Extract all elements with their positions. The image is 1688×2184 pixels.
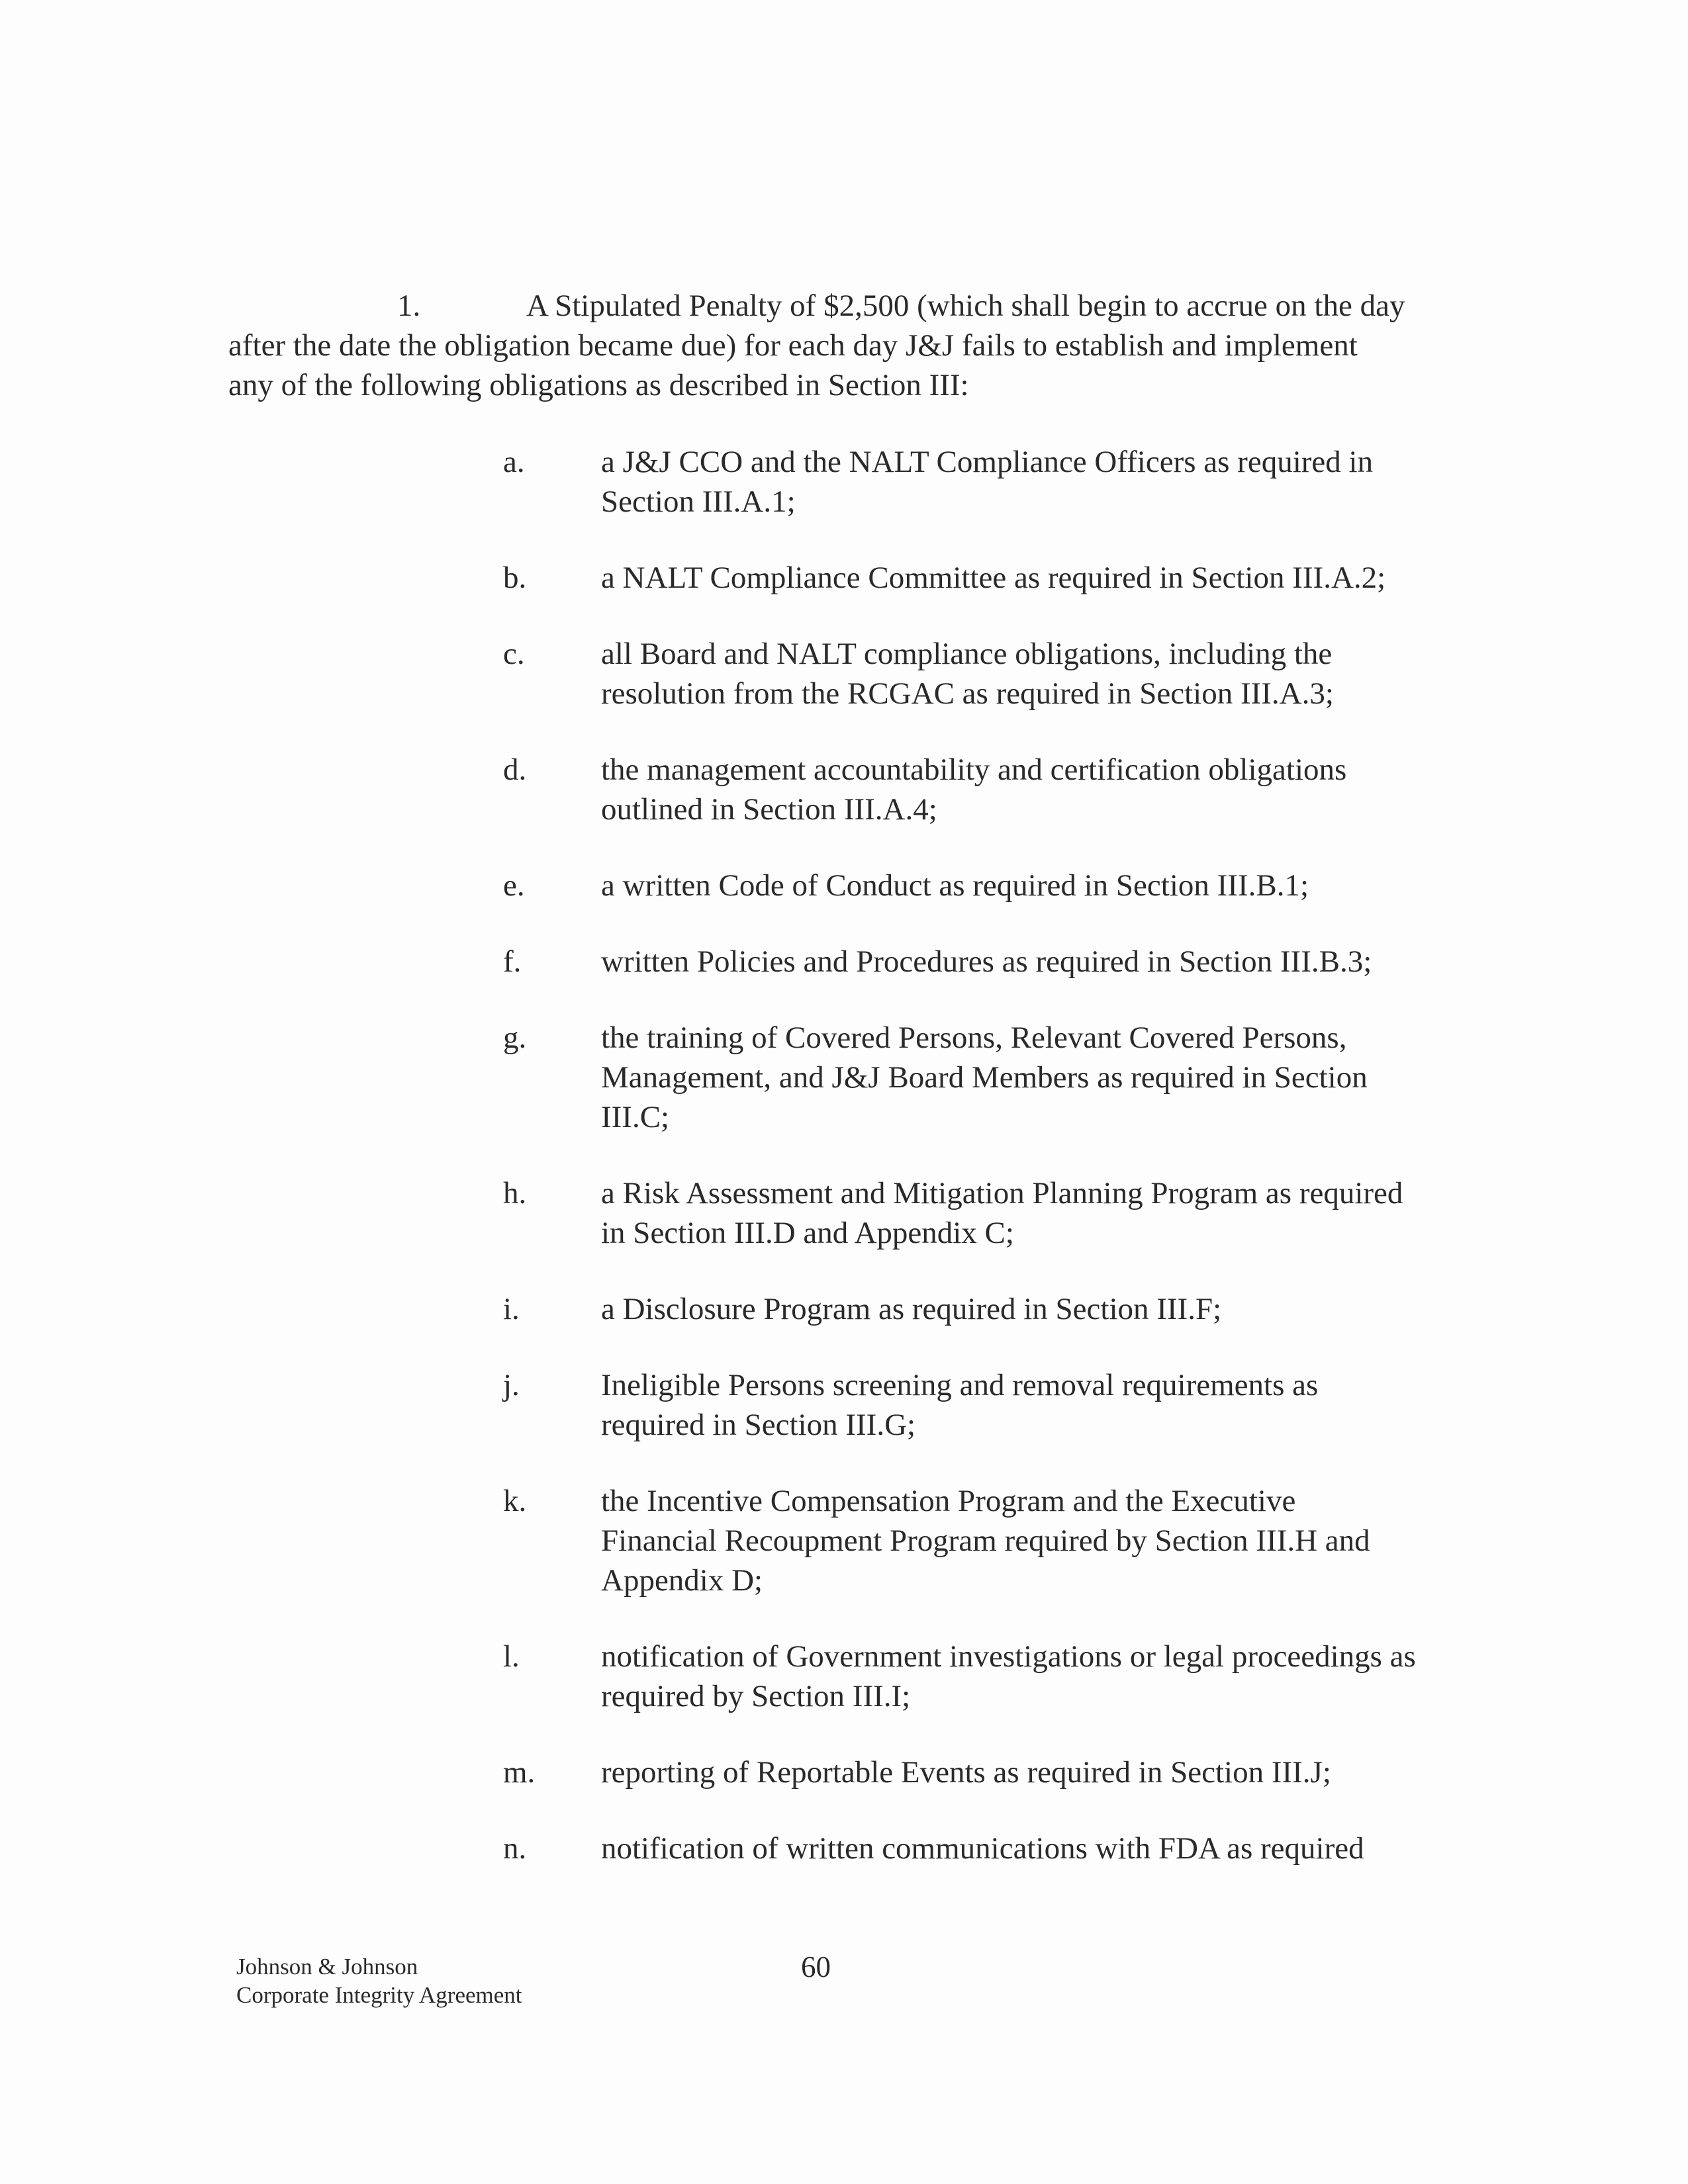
item-letter: j.: [503, 1368, 520, 1402]
item-text: notification of Government investigations or legal proceedings as required by Section III.I;: [601, 1639, 1416, 1713]
item-letter: c.: [503, 637, 525, 671]
paragraph-number: 1.: [397, 289, 421, 323]
item-text: a written Code of Conduct as required in Section III.B.1;: [601, 868, 1309, 903]
item-text: reporting of Reportable Events as required in Section III.J;: [601, 1755, 1331, 1790]
item-letter: f.: [503, 944, 522, 979]
item-text: a Risk Assessment and Mitigation Planning Program as required in Section III.D and Appendix C;: [601, 1176, 1403, 1250]
item-letter: k.: [503, 1484, 527, 1518]
footer-document-title: [236, 1952, 522, 2009]
item-text: the Incentive Compensation Program and the Executive Financial Recoupment Program required by Section III.H and Appendix D;: [601, 1484, 1370, 1598]
item-letter: d.: [503, 752, 527, 787]
obligations-list: [503, 442, 1443, 1905]
footer-agreement: Corporate Integrity Agreement: [236, 1982, 522, 2008]
item-text: written Policies and Procedures as required in Section III.B.3;: [601, 944, 1372, 979]
list-item: [503, 634, 1443, 713]
list-item: [503, 1018, 1443, 1137]
item-letter: m.: [503, 1755, 536, 1790]
list-item: [503, 1173, 1443, 1253]
list-item: [503, 1365, 1443, 1445]
item-text: all Board and NALT compliance obligations, including the resolution from the RCGAC as required in Section III.A.3;: [601, 637, 1334, 711]
item-text: notification of written communications with FDA as required: [601, 1831, 1364, 1866]
item-letter: h.: [503, 1176, 527, 1210]
item-letter: e.: [503, 868, 525, 903]
item-text: the management accountability and certification obligations outlined in Section III.A.4;: [601, 752, 1347, 827]
item-letter: i.: [503, 1292, 520, 1326]
item-letter: g.: [503, 1021, 527, 1055]
paragraph-text: A Stipulated Penalty of $2,500 (which shall begin to accrue on the day after the date the obligation became due) for each day J&J fails to establish and implement any of the following obligations as described in Section III:: [228, 289, 1405, 402]
list-item: [503, 1637, 1443, 1716]
item-text: a NALT Compliance Committee as required in Section III.A.2;: [601, 561, 1386, 595]
page-number: 60: [801, 1950, 831, 1983]
list-item: [503, 442, 1443, 522]
item-text: a Disclosure Program as required in Section III.F;: [601, 1292, 1222, 1326]
item-text: the training of Covered Persons, Relevant Covered Persons, Management, and J&J Board Members as required in Section III.C;: [601, 1021, 1368, 1134]
list-item: [503, 750, 1443, 829]
list-item: [503, 1829, 1443, 1868]
item-letter: b.: [503, 561, 527, 595]
intro-paragraph: [228, 286, 1407, 405]
list-item: [503, 558, 1443, 598]
list-item: [503, 1752, 1443, 1792]
list-item: [503, 1481, 1443, 1600]
item-letter: a.: [503, 445, 525, 479]
item-letter: l.: [503, 1639, 520, 1674]
item-text: Ineligible Persons screening and removal requirements as required in Section III.G;: [601, 1368, 1319, 1442]
item-letter: n.: [503, 1831, 527, 1866]
list-item: [503, 866, 1443, 905]
footer-company: Johnson & Johnson: [236, 1954, 418, 1979]
list-item: [503, 942, 1443, 981]
list-item: [503, 1289, 1443, 1329]
item-text: a J&J CCO and the NALT Compliance Officers as required in Section III.A.1;: [601, 445, 1374, 519]
